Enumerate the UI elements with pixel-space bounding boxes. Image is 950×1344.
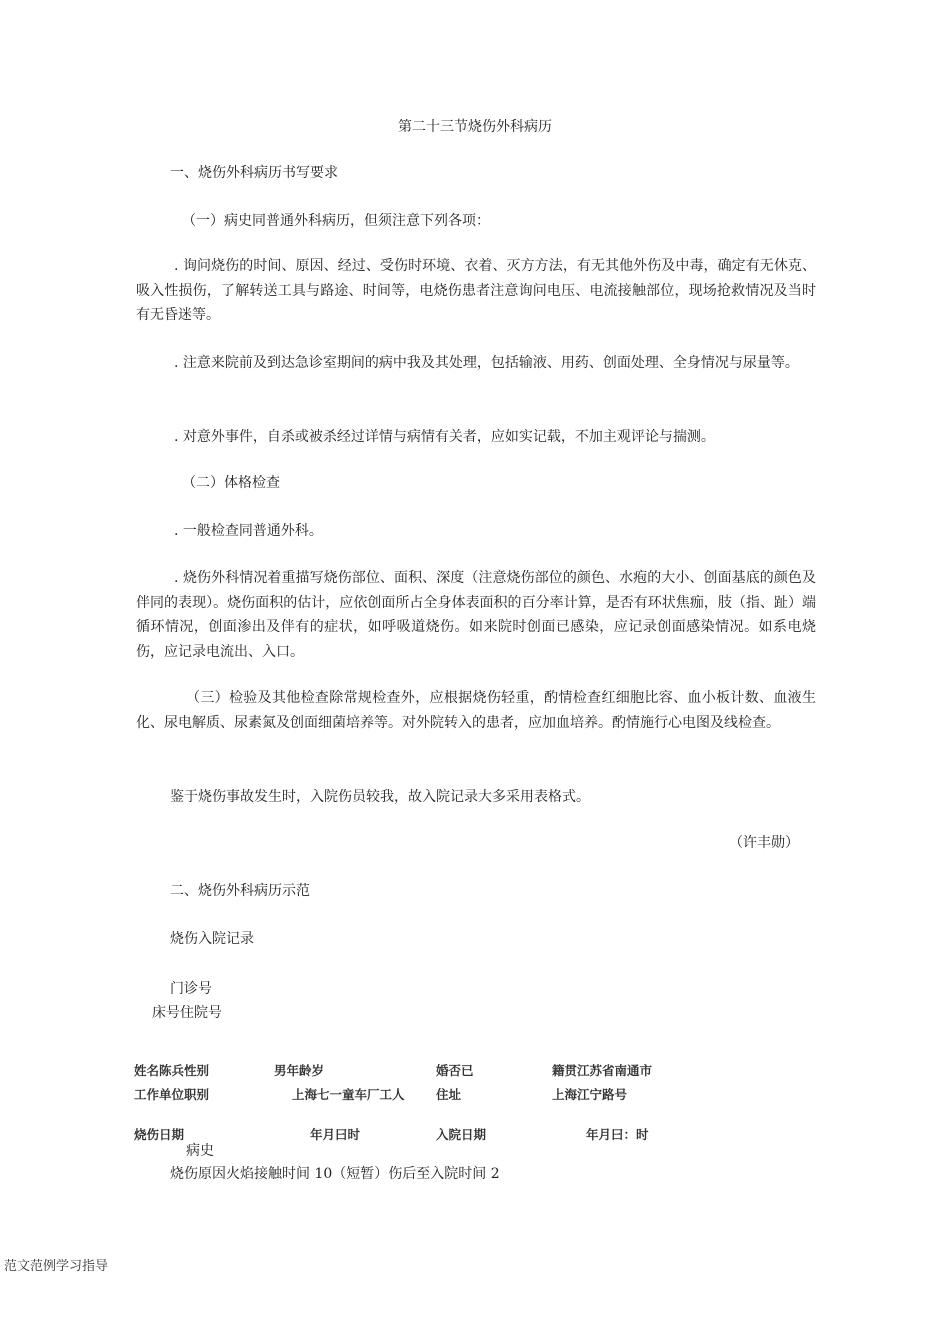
form-address-label: 住址 bbox=[436, 1087, 462, 1102]
form-name-gender: 姓名陈兵性别 bbox=[134, 1063, 210, 1078]
bed-number-label: 床号住院号 bbox=[152, 1005, 222, 1021]
section1-heading: 一、烧伤外科病历书写要求 bbox=[170, 165, 338, 181]
section2-heading: 二、烧伤外科病历示范 bbox=[170, 883, 310, 899]
form-marital: 婚否已 bbox=[436, 1063, 474, 1078]
author: （许丰勋） bbox=[729, 835, 799, 851]
paragraph-inquiry: . 询问烧伤的时间、原因、经过、受伤时环境、衣着、灭方方法，有无其他外伤及中毒，确定有无休克、吸入性损伤，了解转送工具与路途、时间等，电烧伤患者注意询问电压、电流接触部位，现场抢救情况及当时有无昏迷等。 bbox=[136, 258, 816, 323]
page-title: 第二十三节烧伤外科病历 bbox=[398, 119, 552, 135]
paragraph-form-note: 鉴于烧伤事故发生时，入院伤员较我，故入院记录大多采用表格式。 bbox=[170, 789, 590, 805]
clinic-number-label: 门诊号 bbox=[170, 981, 212, 997]
subsection-history: （一）病史同普通外科病历，但须注意下列各项： bbox=[182, 213, 490, 229]
form-employer-value: 上海七一童车厂工人 bbox=[292, 1087, 405, 1102]
form-employer-label: 工作单位职别 bbox=[134, 1087, 210, 1102]
form-address-value: 上海江宁路号 bbox=[552, 1087, 628, 1102]
form-admission-date-label: 入院日期 bbox=[436, 1127, 487, 1142]
form-burn-date-value: 年月曰时 bbox=[310, 1127, 361, 1142]
form-burn-date-label: 烧伤日期 bbox=[134, 1127, 185, 1142]
history-label: 病史 bbox=[186, 1143, 214, 1159]
paragraph-general-exam: . 一般检查同普通外科。 bbox=[174, 523, 323, 539]
footer-text: 范文范例学习指导 bbox=[4, 1259, 109, 1274]
history-line: 烧伤原因火焰接触时间 10（短暂）伤后至入院时间 2 bbox=[170, 1166, 500, 1182]
paragraph-accident: . 对意外事件，自杀或被杀经过详情与病情有关者，应如实记载，不加主观评论与揣测。 bbox=[174, 429, 715, 445]
paragraph-prehospital: . 注意来院前及到达急诊室期间的病中我及其处理，包括输液、用药、创面处理、全身情况与尿量等。 bbox=[174, 355, 799, 371]
form-admission-date-value: 年月曰：时 bbox=[586, 1127, 649, 1142]
form-native-place: 籍贯江苏省南通市 bbox=[552, 1063, 653, 1078]
form-sex-age: 男年龄岁 bbox=[274, 1063, 325, 1078]
subsection-lab: （三）检验及其他检查除常规检查外，应根据烧伤轻重，酌情检查红细胞比容、血小板计数、血液生化、尿电解质、尿素氮及创面细菌培养等。对外院转入的患者，应加血培养。酌情施行心电图及线检查。 bbox=[136, 690, 816, 731]
record-title: 烧伤入院记录 bbox=[170, 931, 254, 947]
paragraph-burn-exam: . 烧伤外科情况着重描写烧伤部位、面积、深度（注意烧伤部位的颜色、水疱的大小、创面基底的颜色及伴同的表现）。烧伤面积的估计，应依创面所占全身体表面积的百分率计算，是否有环状焦痂，肢（指、趾）端循环情况，创面渗出及伴有的症状，如呼吸道烧伤。如来院时创面已感染，应记录创面感染情况。如系电烧伤，应记录电流出、入口。 bbox=[136, 570, 816, 660]
subsection-exam: （二）体格检查 bbox=[182, 475, 280, 491]
